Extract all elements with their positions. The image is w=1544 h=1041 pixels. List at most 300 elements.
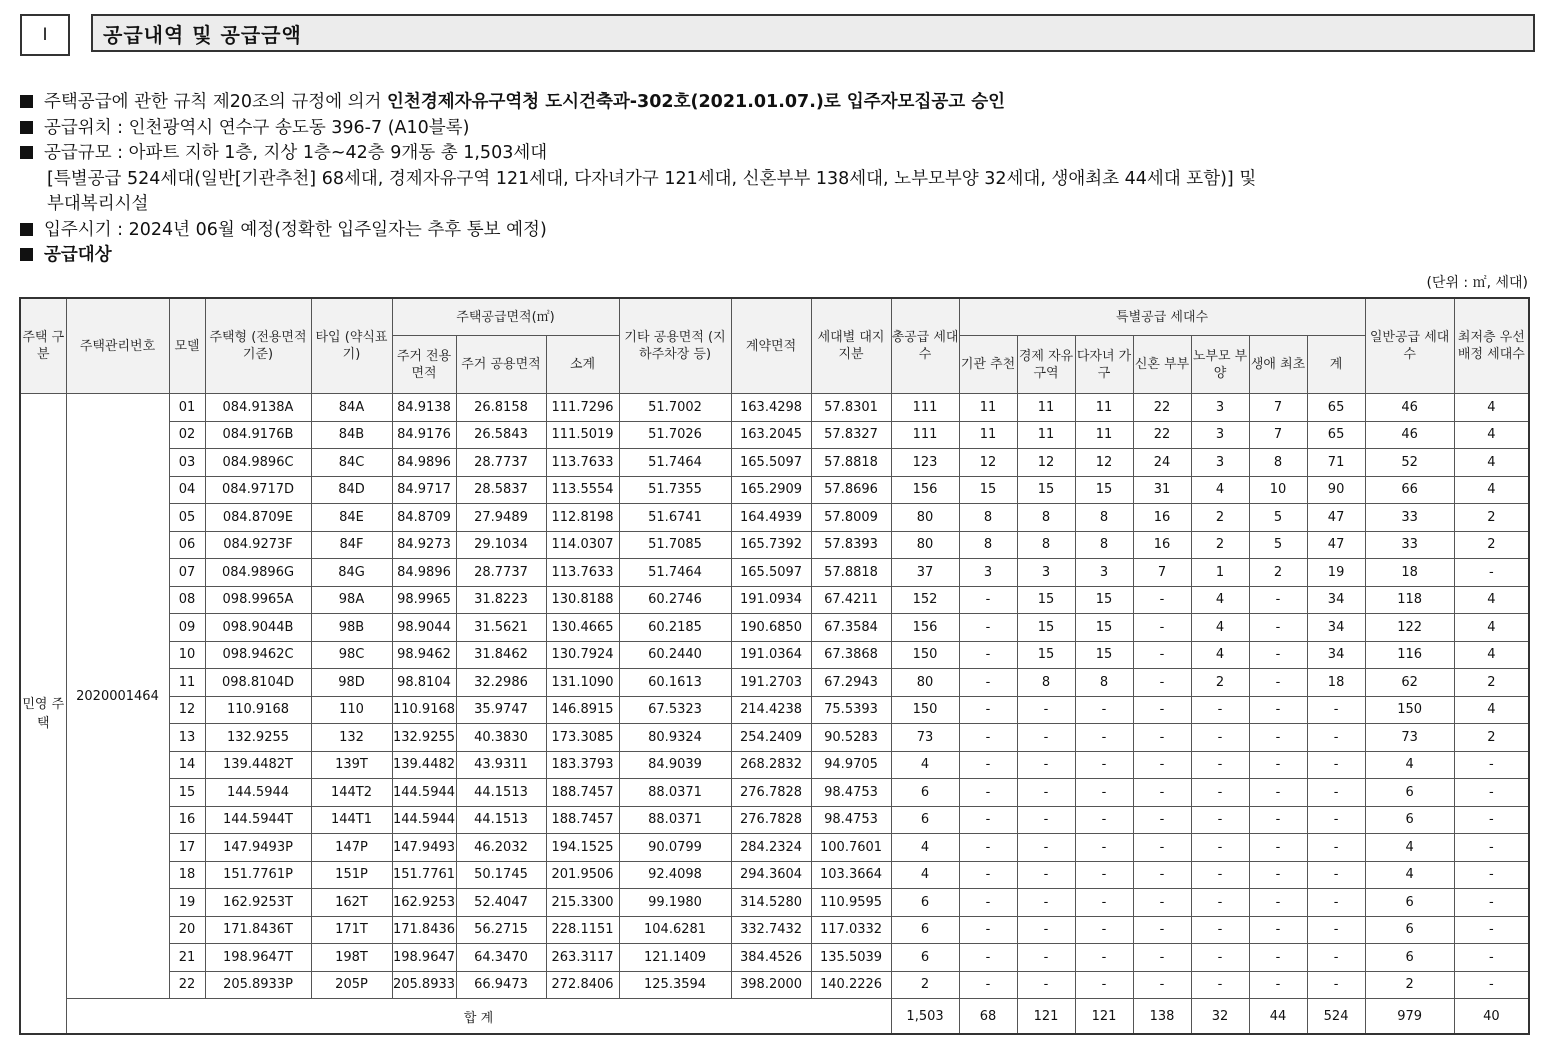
table-cell: - (1133, 779, 1191, 807)
table-cell: 37 (891, 559, 959, 587)
table-row (20, 806, 1529, 834)
table-cell: 156 (891, 614, 959, 642)
table-cell: 67.4211 (811, 586, 891, 614)
info-line-facilities: 부대복리시설 (47, 194, 149, 214)
table-row (20, 449, 1529, 477)
table-cell: 27.9489 (456, 504, 546, 532)
table-cell: 2 (1454, 531, 1529, 559)
header-model: 모델 (169, 298, 205, 394)
table-cell: 15 (1075, 614, 1133, 642)
bullet-square-icon (20, 146, 33, 159)
table-cell: 1 (1191, 559, 1249, 587)
table-cell: 98C (311, 641, 392, 669)
table-row (20, 421, 1529, 449)
table-cell: 84D (311, 476, 392, 504)
table-cell: 51.7002 (619, 394, 731, 422)
table-cell: 84.9896 (392, 559, 456, 587)
table-cell: 11 (169, 669, 205, 697)
table-cell: - (1017, 696, 1075, 724)
table-cell: 151P (311, 861, 392, 889)
table-cell: 228.1151 (546, 916, 619, 944)
table-cell: 140.2226 (811, 971, 891, 999)
table-cell: 165.5097 (731, 449, 811, 477)
table-cell: 40.3830 (456, 724, 546, 752)
table-cell: 57.8393 (811, 531, 891, 559)
table-cell: 8 (1017, 531, 1075, 559)
table-cell: - (1133, 944, 1191, 972)
table-cell: - (1133, 861, 1191, 889)
table-cell: 11 (1017, 394, 1075, 422)
table-cell: 139.4482T (205, 751, 311, 779)
unit-label: (단위 : ㎡, 세대) (1426, 275, 1528, 291)
table-cell: 11 (1075, 394, 1133, 422)
table-cell: 5 (1249, 531, 1307, 559)
table-cell: - (1249, 834, 1307, 862)
bullet-square-icon (20, 248, 33, 261)
table-cell: 110 (311, 696, 392, 724)
table-cell: 144.5944 (205, 779, 311, 807)
table-cell: 28.7737 (456, 559, 546, 587)
table-cell: 121.1409 (619, 944, 731, 972)
table-cell: 07 (169, 559, 205, 587)
table-cell: - (1017, 779, 1075, 807)
table-cell: 164.4939 (731, 504, 811, 532)
total-cell: 40 (1454, 999, 1529, 1035)
table-row (20, 916, 1529, 944)
table-cell: 151.7761 (392, 861, 456, 889)
table-cell: 084.9896C (205, 449, 311, 477)
supply-table (19, 297, 1530, 1035)
table-cell: - (1307, 696, 1365, 724)
table-cell: 94.9705 (811, 751, 891, 779)
table-cell: 4 (1454, 614, 1529, 642)
table-cell: 114.0307 (546, 531, 619, 559)
table-cell: - (959, 696, 1017, 724)
table-cell: 09 (169, 614, 205, 642)
table-cell: 4 (891, 834, 959, 862)
table-cell: 84B (311, 421, 392, 449)
table-cell: 15 (1017, 476, 1075, 504)
table-cell: - (1249, 944, 1307, 972)
total-label: 합 계 (66, 999, 891, 1035)
table-cell: 84.9039 (619, 751, 731, 779)
table-cell: 04 (169, 476, 205, 504)
table-cell: - (1017, 861, 1075, 889)
table-cell: 098.9965A (205, 586, 311, 614)
table-cell: 276.7828 (731, 779, 811, 807)
table-cell: 92.4098 (619, 861, 731, 889)
mgmt-no-cell: 2020001464 (66, 394, 169, 999)
table-cell: - (1249, 971, 1307, 999)
table-cell: 84.9717 (392, 476, 456, 504)
table-cell: 56.2715 (456, 916, 546, 944)
total-cell: 524 (1307, 999, 1365, 1035)
table-cell: - (959, 916, 1017, 944)
table-cell: 190.6850 (731, 614, 811, 642)
table-row (20, 779, 1529, 807)
table-cell: 52.4047 (456, 889, 546, 917)
table-cell: 263.3117 (546, 944, 619, 972)
table-cell: 01 (169, 394, 205, 422)
table-cell: - (1307, 834, 1365, 862)
table-cell: 11 (1075, 421, 1133, 449)
table-cell: 6 (1365, 889, 1454, 917)
table-cell: 123 (891, 449, 959, 477)
table-cell: 84E (311, 504, 392, 532)
table-cell: 46 (1365, 421, 1454, 449)
table-cell: 2 (1454, 669, 1529, 697)
table-cell: 111 (891, 421, 959, 449)
table-cell: 6 (1365, 779, 1454, 807)
table-cell: 11 (959, 421, 1017, 449)
table-cell: - (1133, 889, 1191, 917)
info-line-move-in: 입주시기 : 2024년 06월 예정(정확한 입주일자는 추후 통보 예정) (20, 218, 1520, 244)
header-type: 타입 (약식표기) (311, 298, 392, 394)
table-cell: - (1017, 916, 1075, 944)
table-cell: - (1133, 669, 1191, 697)
table-cell: 6 (891, 944, 959, 972)
table-cell: - (1017, 806, 1075, 834)
table-cell: - (959, 889, 1017, 917)
header-other-common: 기타 공용면적 (지하주차장 등) (619, 298, 731, 394)
table-cell: - (1454, 751, 1529, 779)
header-elderly: 노부모 부양 (1191, 336, 1249, 394)
table-cell: - (1454, 559, 1529, 587)
section-number: I (20, 14, 70, 56)
table-cell: 4 (1191, 614, 1249, 642)
table-cell: 67.3868 (811, 641, 891, 669)
table-cell: 4 (1365, 834, 1454, 862)
table-cell: 31 (1133, 476, 1191, 504)
bullet-square-icon (20, 95, 33, 108)
table-cell: 8 (1017, 669, 1075, 697)
table-cell: 8 (1249, 449, 1307, 477)
total-cell: 44 (1249, 999, 1307, 1035)
table-cell: 15 (1075, 641, 1133, 669)
table-cell: 21 (169, 944, 205, 972)
table-cell: - (959, 806, 1017, 834)
table-cell: 139.4482 (392, 751, 456, 779)
table-cell: - (1454, 916, 1529, 944)
header-contract-area: 계약면적 (731, 298, 811, 394)
table-cell: 183.3793 (546, 751, 619, 779)
total-cell: 32 (1191, 999, 1249, 1035)
section-title: 공급내역 및 공급금액 (91, 14, 1535, 52)
table-cell: 191.0364 (731, 641, 811, 669)
info-line-approval: 주택공급에 관한 규칙 제20조의 규정에 의거 인천경제자유구역청 도시건축과-302호(2021.01.07.)로 입주자모집공고 승인 (20, 90, 1520, 116)
table-cell: - (1191, 806, 1249, 834)
table-cell: 57.8301 (811, 394, 891, 422)
table-cell: - (1191, 724, 1249, 752)
table-cell: - (1307, 724, 1365, 752)
header-total-units: 총공급 세대수 (891, 298, 959, 394)
table-cell: 215.3300 (546, 889, 619, 917)
table-cell: 084.9717D (205, 476, 311, 504)
table-cell: 122 (1365, 614, 1454, 642)
table-cell: 57.8009 (811, 504, 891, 532)
table-cell: 294.3604 (731, 861, 811, 889)
table-cell: 35.9747 (456, 696, 546, 724)
table-row (20, 889, 1529, 917)
table-cell: 130.8188 (546, 586, 619, 614)
table-cell: - (959, 944, 1017, 972)
table-cell: 99.1980 (619, 889, 731, 917)
table-cell: 205P (311, 971, 392, 999)
table-cell: 098.9462C (205, 641, 311, 669)
total-row (20, 999, 1529, 1035)
header-supply-area: 주택공급면적(㎡) (392, 298, 619, 336)
table-cell: - (1454, 889, 1529, 917)
table-cell: 67.3584 (811, 614, 891, 642)
table-cell: - (1075, 696, 1133, 724)
table-cell: - (1249, 916, 1307, 944)
table-cell: - (1133, 834, 1191, 862)
table-cell: 15 (1075, 586, 1133, 614)
table-cell: 272.8406 (546, 971, 619, 999)
table-cell: 4 (891, 861, 959, 889)
table-cell: - (1017, 724, 1075, 752)
table-cell: 65 (1307, 394, 1365, 422)
table-cell: 2 (1454, 724, 1529, 752)
table-row (20, 696, 1529, 724)
table-cell: 144.5944 (392, 779, 456, 807)
table-cell: 4 (1454, 421, 1529, 449)
table-cell: 188.7457 (546, 806, 619, 834)
table-cell: 191.2703 (731, 669, 811, 697)
table-cell: 98.9965 (392, 586, 456, 614)
table-cell: 152 (891, 586, 959, 614)
table-cell: - (1249, 724, 1307, 752)
table-cell: 3 (1191, 394, 1249, 422)
table-cell: 51.7355 (619, 476, 731, 504)
table-row (20, 559, 1529, 587)
table-cell: 84.9273 (392, 531, 456, 559)
table-cell: 67.5323 (619, 696, 731, 724)
table-cell: - (1075, 751, 1133, 779)
table-cell: 384.4526 (731, 944, 811, 972)
table-cell: 214.4238 (731, 696, 811, 724)
table-cell: 73 (1365, 724, 1454, 752)
table-body (20, 394, 1529, 1035)
table-cell: 151.7761P (205, 861, 311, 889)
table-cell: 276.7828 (731, 806, 811, 834)
table-cell: - (1017, 834, 1075, 862)
table-cell: 4 (1365, 751, 1454, 779)
table-cell: - (1249, 614, 1307, 642)
table-cell: 15 (1017, 586, 1075, 614)
table-cell: 150 (891, 641, 959, 669)
header-land-share: 세대별 대지지분 (811, 298, 891, 394)
table-cell: 144T1 (311, 806, 392, 834)
table-cell: 88.0371 (619, 779, 731, 807)
table-cell: 16 (169, 806, 205, 834)
table-cell: 198T (311, 944, 392, 972)
table-cell: - (1191, 779, 1249, 807)
table-cell: 18 (1365, 559, 1454, 587)
table-cell: 398.2000 (731, 971, 811, 999)
table-cell: 130.7924 (546, 641, 619, 669)
table-cell: - (1133, 724, 1191, 752)
table-cell: - (959, 724, 1017, 752)
header-sum: 계 (1307, 336, 1365, 394)
table-cell: - (1075, 724, 1133, 752)
table-cell: 17 (169, 834, 205, 862)
table-cell: 111.5019 (546, 421, 619, 449)
table-cell: 66 (1365, 476, 1454, 504)
header-special-supply: 특별공급 세대수 (959, 298, 1365, 336)
table-cell: 44.1513 (456, 779, 546, 807)
table-cell: 08 (169, 586, 205, 614)
table-cell: 201.9506 (546, 861, 619, 889)
table-cell: 22 (169, 971, 205, 999)
table-cell: - (1017, 751, 1075, 779)
table-cell: 163.2045 (731, 421, 811, 449)
table-cell: 84C (311, 449, 392, 477)
table-cell: - (1133, 614, 1191, 642)
table-cell: 65 (1307, 421, 1365, 449)
table-cell: - (1075, 834, 1133, 862)
table-cell: 314.5280 (731, 889, 811, 917)
table-cell: - (1017, 944, 1075, 972)
table-cell: 98.9462 (392, 641, 456, 669)
table-cell: - (1191, 834, 1249, 862)
table-cell: 150 (891, 696, 959, 724)
table-cell: 15 (169, 779, 205, 807)
table-cell: 2 (1249, 559, 1307, 587)
table-cell: 084.9896G (205, 559, 311, 587)
table-cell: 51.7026 (619, 421, 731, 449)
table-cell: 4 (1191, 586, 1249, 614)
table-cell: 84F (311, 531, 392, 559)
table-cell: 15 (1017, 641, 1075, 669)
table-cell: - (1075, 779, 1133, 807)
table-cell: 3 (1075, 559, 1133, 587)
table-cell: 80 (891, 669, 959, 697)
table-row (20, 586, 1529, 614)
table-cell: 125.3594 (619, 971, 731, 999)
table-cell: 144T2 (311, 779, 392, 807)
table-cell: 163.4298 (731, 394, 811, 422)
table-cell: - (1191, 696, 1249, 724)
table-cell: 117.0332 (811, 916, 891, 944)
table-cell: - (1133, 696, 1191, 724)
table-cell: 43.9311 (456, 751, 546, 779)
table-cell: 98D (311, 669, 392, 697)
table-cell: 6 (1365, 916, 1454, 944)
header-common-area: 주거 공용면적 (456, 336, 546, 394)
table-cell: 146.8915 (546, 696, 619, 724)
table-cell: 2 (1454, 504, 1529, 532)
table-cell: 4 (1365, 861, 1454, 889)
table-cell: - (1249, 806, 1307, 834)
table-row (20, 641, 1529, 669)
table-cell: 62 (1365, 669, 1454, 697)
table-cell: - (1249, 779, 1307, 807)
table-cell: - (1307, 779, 1365, 807)
total-cell: 1,503 (891, 999, 959, 1035)
table-cell: 60.2746 (619, 586, 731, 614)
table-cell: - (1454, 971, 1529, 999)
table-cell: 111.7296 (546, 394, 619, 422)
table-cell: - (1075, 889, 1133, 917)
table-cell: 205.8933 (392, 971, 456, 999)
table-cell: 60.2185 (619, 614, 731, 642)
table-cell: - (959, 971, 1017, 999)
table-cell: - (1307, 889, 1365, 917)
table-cell: 60.2440 (619, 641, 731, 669)
table-cell: 19 (1307, 559, 1365, 587)
table-cell: 144.5944T (205, 806, 311, 834)
table-cell: 90 (1307, 476, 1365, 504)
table-cell: 26.5843 (456, 421, 546, 449)
table-cell: 332.7432 (731, 916, 811, 944)
table-cell: 147.9493 (392, 834, 456, 862)
table-cell: 6 (891, 806, 959, 834)
table-cell: - (1191, 751, 1249, 779)
table-cell: 44.1513 (456, 806, 546, 834)
header-multi-child: 다자녀 가구 (1075, 336, 1133, 394)
table-cell: - (1075, 944, 1133, 972)
table-cell: - (1133, 806, 1191, 834)
table-cell: 98A (311, 586, 392, 614)
table-row (20, 476, 1529, 504)
table-cell: 8 (1017, 504, 1075, 532)
table-cell: 2 (1191, 531, 1249, 559)
table-cell: 3 (1017, 559, 1075, 587)
table-cell: 12 (1017, 449, 1075, 477)
table-cell: 57.8818 (811, 559, 891, 587)
table-cell: - (1133, 971, 1191, 999)
table-cell: 6 (1365, 806, 1454, 834)
table-cell: 130.4665 (546, 614, 619, 642)
table-cell: 139T (311, 751, 392, 779)
table-cell: 51.7464 (619, 559, 731, 587)
table-cell: 191.0934 (731, 586, 811, 614)
announcement-info (20, 90, 1520, 269)
header-general-supply: 일반공급 세대수 (1365, 298, 1454, 394)
table-cell: 8 (1075, 504, 1133, 532)
table-cell: 46.2032 (456, 834, 546, 862)
total-cell: 979 (1365, 999, 1454, 1035)
info-line-location: 공급위치 : 인천광역시 연수구 송도동 396-7 (A10블록) (20, 116, 1520, 142)
table-cell: 4 (1454, 394, 1529, 422)
table-cell: 84.9138 (392, 394, 456, 422)
table-cell: 15 (1017, 614, 1075, 642)
table-cell: - (1307, 751, 1365, 779)
table-cell: 4 (1191, 476, 1249, 504)
table-cell: 4 (1454, 449, 1529, 477)
table-cell: 22 (1133, 394, 1191, 422)
table-cell: 084.9273F (205, 531, 311, 559)
table-cell: 8 (1075, 531, 1133, 559)
table-row (20, 724, 1529, 752)
table-cell: 71 (1307, 449, 1365, 477)
table-cell: 64.3470 (456, 944, 546, 972)
header-private-area: 주거 전용면적 (392, 336, 456, 394)
table-row (20, 504, 1529, 532)
table-cell: 80.9324 (619, 724, 731, 752)
table-cell: 7 (1249, 421, 1307, 449)
table-cell: 75.5393 (811, 696, 891, 724)
table-cell: 156 (891, 476, 959, 504)
table-cell: 165.5097 (731, 559, 811, 587)
table-cell: - (1075, 861, 1133, 889)
table-cell: 113.5554 (546, 476, 619, 504)
table-cell: - (1307, 806, 1365, 834)
table-cell: 22 (1133, 421, 1191, 449)
table-cell: 24 (1133, 449, 1191, 477)
table-cell: 7 (1133, 559, 1191, 587)
